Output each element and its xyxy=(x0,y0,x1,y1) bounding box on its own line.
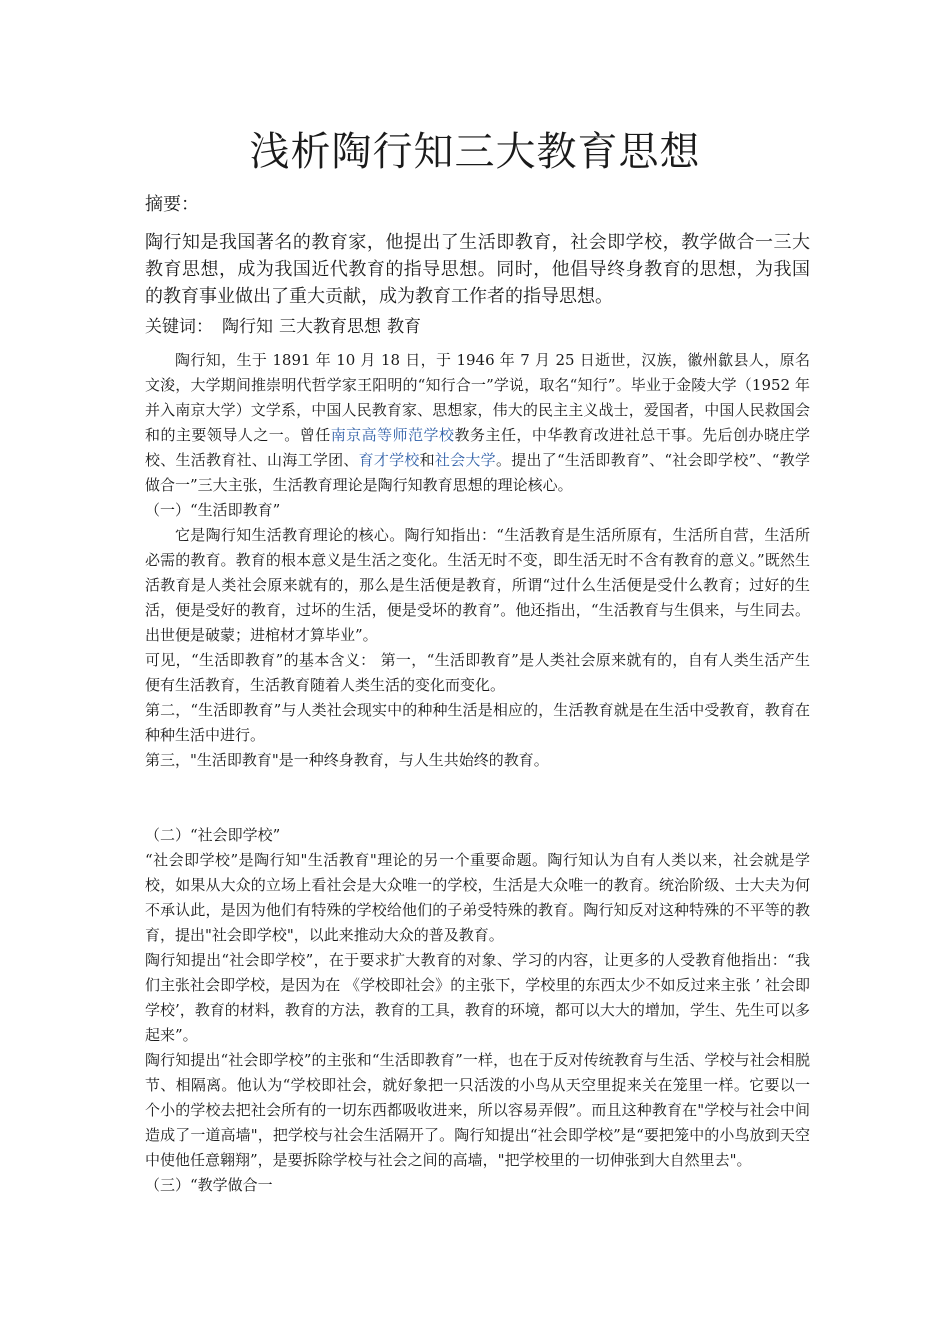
intro-text: 教务主任，中华教育改进社总干事。先后创办晓庄学校、生活教育社、山海工学团、 xyxy=(145,426,810,469)
keyword-item: 三大教育思想 xyxy=(279,317,381,337)
body-text xyxy=(145,348,810,1198)
paragraph: 可见，“生活即教育”的基本含义： 第一，“生活即教育”是人类社会原来就有的，自有人类生活产生便有生活教育，生活教育随着人类生活的变化而变化。 xyxy=(145,651,810,694)
paragraph: “社会即学校”是陶行知"生活教育"理论的另一个重要命题。陶行知认为自有人类以来，社会就是学校，如果从大众的立场上看社会是大众唯一的学校，生活是大众唯一的教育。统治阶级、士大夫为何不承认此，是因为他们有特殊的学校给他们的子弟受特殊的教育。陶行知反对这种特殊的不平等的教育，提出"社会即学校"，以此来推动大众的普及教育。 xyxy=(145,851,810,944)
section-heading: （一）“生活即教育” xyxy=(145,501,281,519)
intro-text: 。提出了“生活即教育”、“社会即学校”、“教学做合一”三大主张，生活教育理论是陶行知教育思想的理论核心。 xyxy=(145,451,810,494)
intro-text: 陶行知，生于 1891 年 10 月 18 日，于 1946 年 7 月 25 日逝世，汉族，徽州歙县人，原名文浚，大学期间推崇明代哲学家王阳明的“知行合一”学说，取名“知行”。毕业于金陵大学（1952 年并入南京大学）文学系，中国人民教育家、思想家，伟大的民主主义战士，爱国者，中国人民救国会和的主要领导人之一。曾任 xyxy=(145,351,810,444)
paragraph: 它是陶行知生活教育理论的核心。陶行知指出：“生活教育是生活所原有，生活所自营，生活所必需的教育。教育的根本意义是生活之变化。生活无时不变，即生活无时不含有教育的意义。”既然生活教育是人类社会原来就有的，那么是生活便是教育，所谓“过什么生活便是受什么教育；过好的生活，便是受好的教育，过坏的生活，便是受坏的教育”。他还指出，“生活教育与生俱来，与生同去。出世便是破蒙；进棺材才算毕业”。 xyxy=(145,526,810,644)
paragraph: 陶行知提出“社会即学校”，在于要求扩大教育的对象、学习的内容，让更多的人受教育他指出：“我们主张社会即学校，是因为在 《学校即社会》的主张下，学校里的东西太少不如反过来主张 ’ 社会即学校’，教育的材料，教育的方法，教育的工具，教育的环境，都可以大大的增加，学生、先生可以多起来”。 xyxy=(145,951,810,1044)
link-nanjing-normal[interactable]: 南京高等师范学校 xyxy=(330,426,455,444)
paragraph: 第三，"生活即教育"是一种终身教育，与人生共始终的教育。 xyxy=(145,751,549,769)
page-title: 浅析陶行知三大教育思想 xyxy=(249,129,701,175)
abstract-label: 摘要： xyxy=(145,194,199,215)
paragraph: 陶行知提出“社会即学校”的主张和“生活即教育”一样，也在于反对传统教育与生活、学校与社会相脱节、相隔离。他认为“学校即社会，就好象把一只活泼的小鸟从天空里捉来关在笼里一样。它要以一个小的学校去把社会所有的一切东西都吸收进来，所以容易弄假”。而且这种教育在"学校与社会中间造成了一道高墙"，把学校与社会生活隔开了。陶行知提出“社会即学校”是“要把笼中的小鸟放到天空中使他任意翱翔”，是要拆除学校与社会之间的高墙，"把学校里的一切伸张到大自然里去"。 xyxy=(145,1051,810,1169)
intro-paragraph xyxy=(145,348,810,498)
spacer xyxy=(145,773,810,823)
intro-text: 和 xyxy=(419,451,435,469)
keywords-label: 关键词： xyxy=(145,317,213,337)
section-heading: （二）“社会即学校” xyxy=(145,826,281,844)
link-yucai-school[interactable]: 育才学校 xyxy=(358,451,420,469)
keyword-item: 教育 xyxy=(387,317,421,337)
link-social-university[interactable]: 社会大学 xyxy=(434,451,496,469)
keyword-item: 陶行知 xyxy=(222,317,273,337)
abstract-text: 陶行知是我国著名的教育家，他提出了生活即教育，社会即学校，教学做合一三大教育思想，成为我国近代教育的指导思想。同时，他倡导终身教育的思想，为我国的教育事业做出了重大贡献，成为教育工作者的指导思想。 xyxy=(145,232,810,307)
keywords-line xyxy=(145,314,810,340)
paragraph: 第二，“生活即教育”与人类社会现实中的种种生活是相应的，生活教育就是在生活中受教育，教育在种种生活中进行。 xyxy=(145,701,810,744)
section-heading: （三）“教学做合一 xyxy=(145,1176,273,1194)
